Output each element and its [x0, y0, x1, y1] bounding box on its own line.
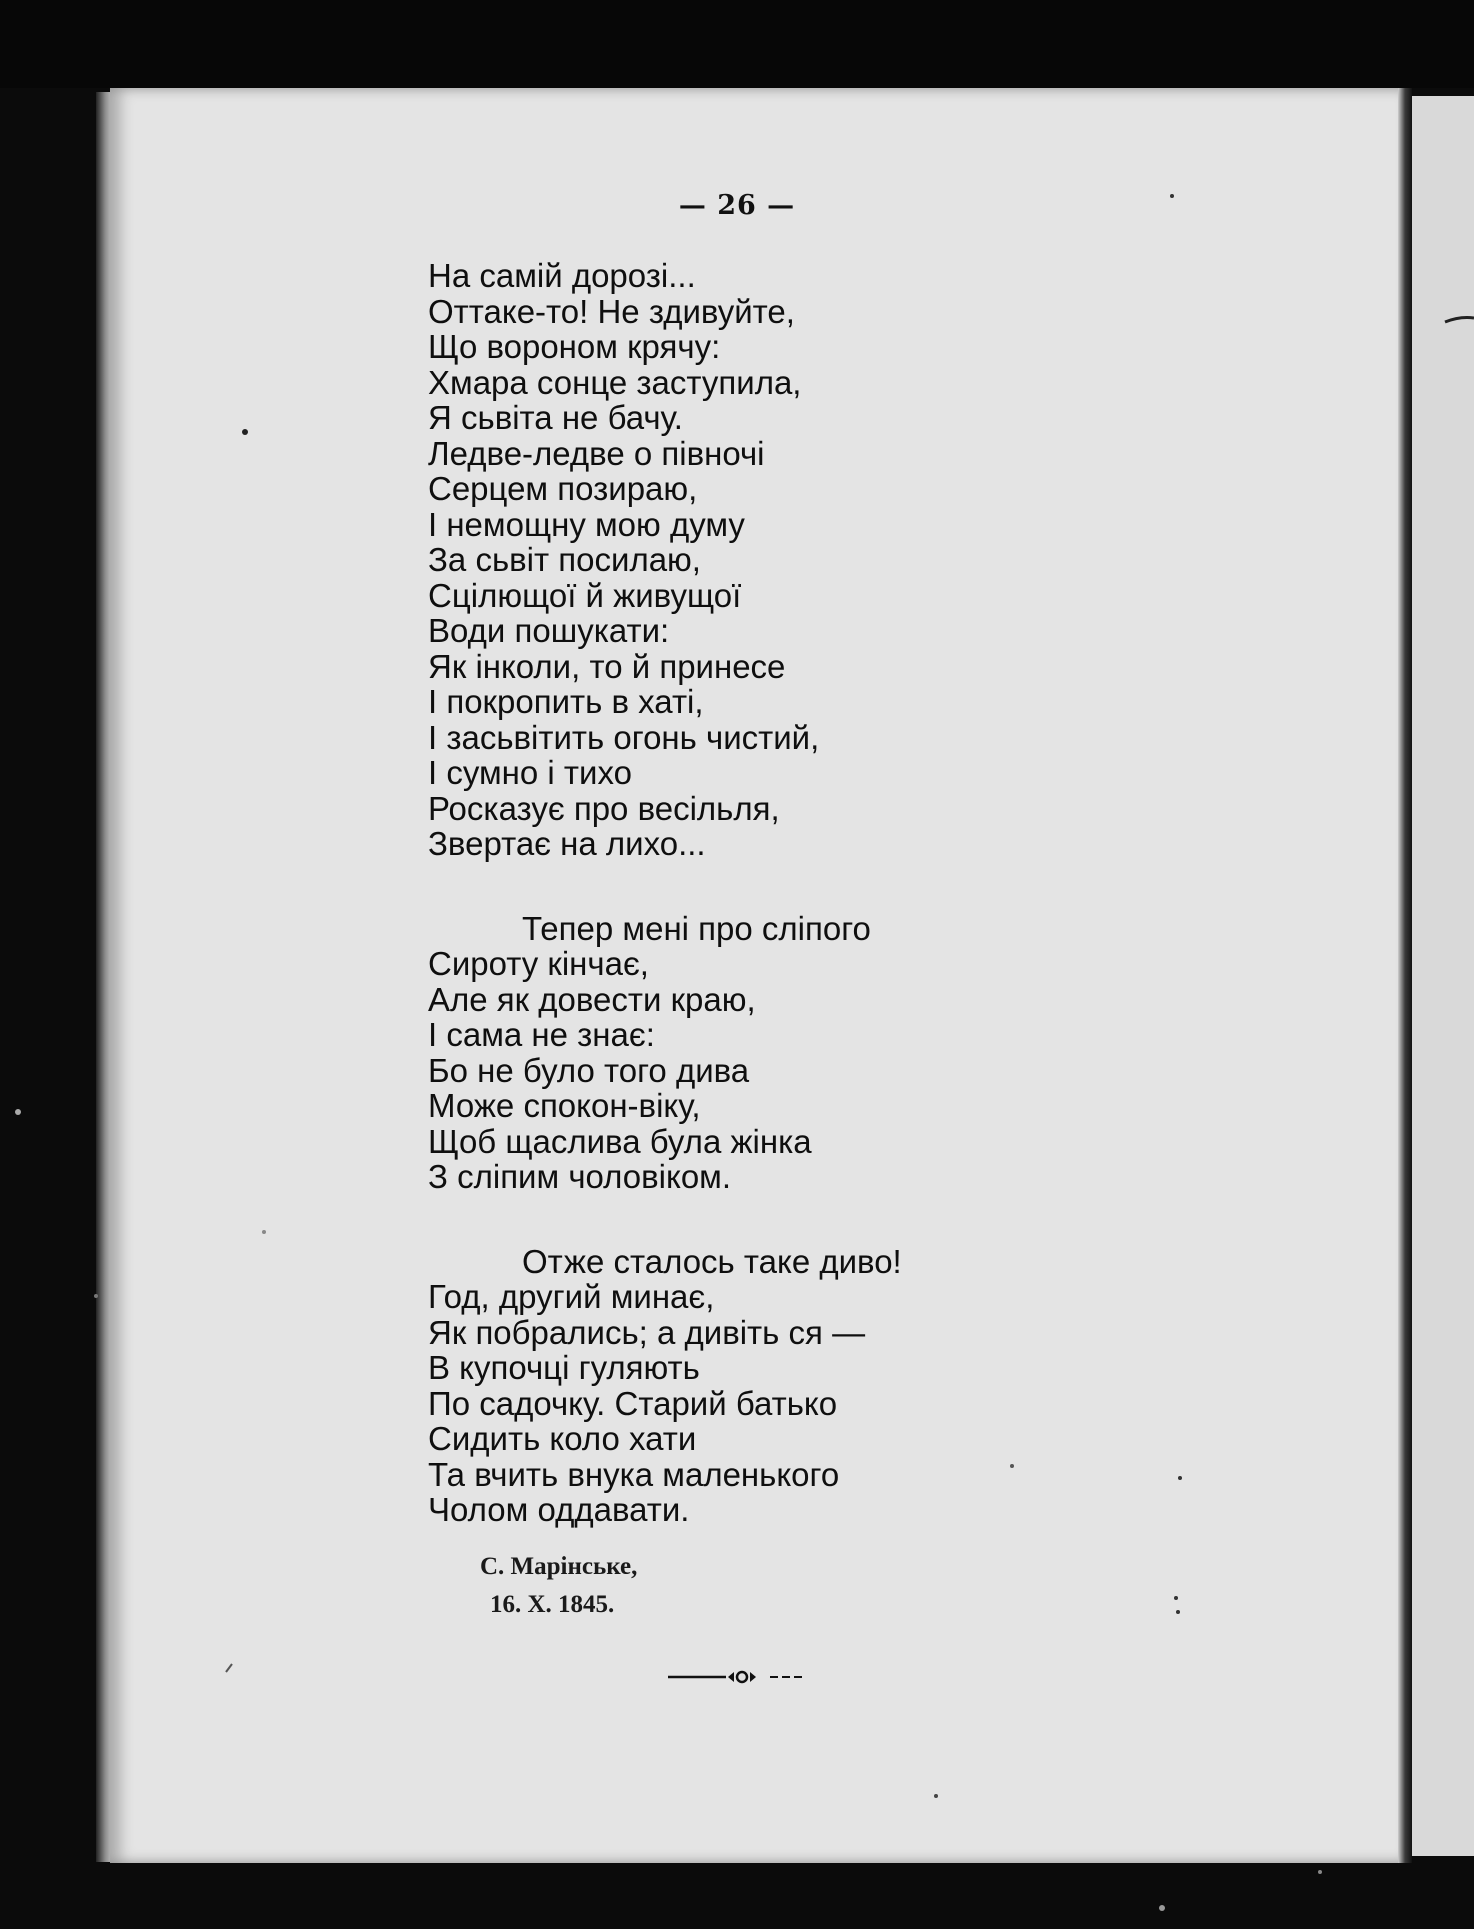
signature-place: С. Марінське,	[480, 1553, 638, 1580]
poem-line: Сироту кінчає,	[428, 945, 649, 982]
poem-line: В купочці гуляють	[428, 1349, 700, 1386]
poem-line: Води пошукати:	[428, 612, 670, 649]
poem-line: По садочку. Старий батько	[428, 1384, 838, 1422]
poem-line: Може спокон-віку,	[428, 1087, 701, 1124]
poem-line: І покропить в хаті,	[428, 683, 704, 720]
poem-line: Серцем позираю,	[428, 470, 698, 507]
poem-line: Звертає на лихо...	[428, 825, 706, 862]
poem-line: Отже сталось таке диво!	[522, 1242, 902, 1280]
poem-line: З сліпим чоловіком.	[428, 1158, 732, 1195]
poem-line: Та вчить внука маленького	[428, 1455, 840, 1493]
poem-line: Тепер мені про сліпого	[522, 909, 871, 947]
poem-line: І засьвітить огонь чистий,	[428, 718, 820, 756]
poem-line: І сумно і тихо	[428, 754, 632, 791]
poem-line: За сьвіт посилаю,	[428, 541, 701, 578]
poem-line: Як побрались; а дивіть ся —	[428, 1313, 866, 1351]
poem-line: І сама не знає:	[428, 1016, 655, 1053]
poem-line: Ледве-ледве о півночі	[428, 434, 765, 472]
poem-line: Оттаке-то! Не здивуйте,	[428, 292, 795, 330]
poem-line: І немощну мою думу	[428, 505, 745, 543]
poem-line: Сцілющої й живущої	[428, 576, 742, 614]
poem-line: Хмара сонце заступила,	[428, 363, 802, 401]
signature-date: 16. X. 1845.	[490, 1591, 615, 1618]
poem-line: Бо не було того дива	[428, 1051, 750, 1089]
poem-line: На самій дорозі...	[428, 257, 696, 294]
poem-line: Але як довести краю,	[428, 980, 756, 1018]
poem-line: Чолом оддавати.	[428, 1491, 690, 1528]
page-number: — 26 —	[678, 190, 796, 221]
poem-line: Що вороном крячу:	[428, 328, 721, 365]
poem-line: Росказує про весільля,	[428, 789, 780, 827]
poem-line: Я сьвіта не бачу.	[428, 399, 683, 436]
poem-line: Як інколи, то й принесе	[428, 647, 786, 685]
poem-line: Щоб щаслива була жінка	[428, 1122, 812, 1160]
poem-line: Год, другий минає,	[428, 1278, 715, 1315]
poem-line: Сидить коло хати	[428, 1420, 697, 1457]
